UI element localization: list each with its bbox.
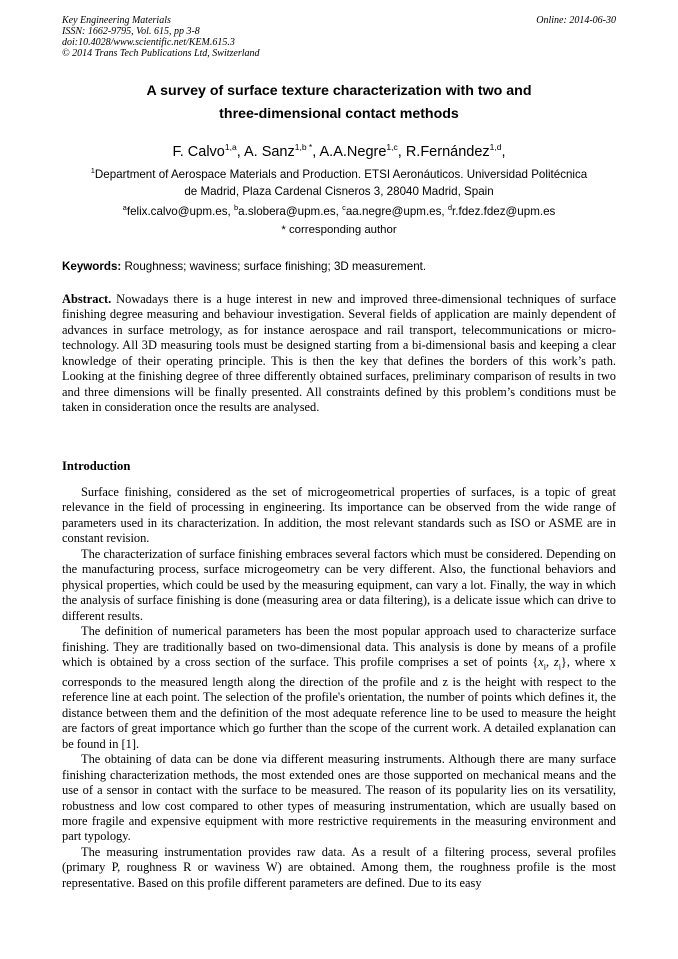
paragraph (62, 624, 616, 752)
math-subscript: i (558, 662, 561, 672)
corresponding-author-note: * corresponding author (281, 224, 397, 236)
issn-line: ISSN: 1662-9795, Vol. 615, pp 3-8 (62, 26, 200, 37)
affiliation-text-1: Department of Aerospace Materials and Production. ETSI Aeronáuticos. Universidad Politécnica (94, 168, 588, 181)
affiliation-line-2: de Madrid, Plaza Cardenal Cisneros 3, 28040 Madrid, Spain (184, 185, 494, 198)
math-subscript: i (543, 662, 546, 672)
keywords-label: Keywords: (62, 260, 122, 273)
author-name: A.A.Negre (319, 144, 387, 160)
paper-title (62, 80, 616, 126)
paragraph: The measuring instrumentation provides raw data. As a result of a filtering process, several profiles (primary P, roughness R or waviness W) are obtained. Among them, the roughness profile is the most representative. Based on this profile different parameters are defined. Due to its easy (62, 844, 616, 890)
paragraph-text: }, where x corresponds to the measured length along the direction of the profile and z is the height with respect to the reference line at each point. The selection of the profile's orientation, the number of points which defines it, the distance between them and the definition of the most adequate reference line to be used to measure the height are factors of great importance which go further than the scope of the current work. A detailed explanation can be found in [1]. (62, 654, 616, 751)
email-superscript: c (342, 203, 346, 212)
author-name: A. Sanz (243, 144, 295, 160)
abstract-label: Abstract. (62, 292, 112, 306)
math-separator: , (545, 654, 554, 669)
affiliation-superscript: 1 (90, 166, 95, 175)
abstract-text: Nowadays there is a huge interest in new and improved three-dimensional techniques of surface finishing degree measuring and behaviour investigation. Several fields of application are mainly dependent of advances in surface metrology, as for instance aerospace and rail transport, telecommunications or micro-technology. All 3D measuring tools must be designed starting from a bi-dimensional basis and keeping a clear knowledge of their operating principle. This is then the key that defines the borders of this work’s path. Looking at the finishing degree of three differently obtained surfaces, preliminary comparison of results in two and three dimensions will be finally presented. All constraints defined by this problem’s conditions must be taken in consideration once the results are analysed. (62, 292, 616, 415)
title-line-2: three-dimensional contact methods (219, 106, 459, 122)
email-list: $^a$felix.calvo@upm.es, $^b$a.slobera@upm.es, $^c$aa.negre@upm.es, $^d$r.fdez.fdez@upm.es (122, 203, 556, 218)
title-line-1: A survey of surface texture characterization with two and (146, 83, 532, 99)
author-superscript: 1,a (224, 142, 237, 152)
email-address: r.fdez.fdez@upm.es (452, 205, 556, 218)
author-name: F. Calvo (172, 144, 225, 160)
math-variable: z (553, 654, 559, 669)
introduction-body (62, 485, 616, 891)
affiliation (62, 162, 616, 200)
author-superscript: 1,d (489, 142, 502, 152)
author-name: R.Fernández (405, 144, 490, 160)
paragraph: The obtaining of data can be done via different measuring instruments. Although there are many surface finishing characterization methods, the most extended ones are those supported on mechanical means and the use of a sensor in contact with the surface to be measured. The reason of its popularity lies on its versatility, robustness and low cost compared to other types of measuring instrumentation, which are usually based on more fragile and expensive equipment with more restrictive requirements in the measuring environment and part typology. (62, 752, 616, 844)
affiliation-line-1 (62, 162, 616, 183)
math-variable: x (538, 654, 544, 669)
email-address: felix.calvo@upm.es (126, 205, 228, 218)
email-address: a.slobera@upm.es (238, 205, 336, 218)
online-date: Online: 2014-06-30 (536, 15, 616, 26)
journal-header (62, 15, 260, 59)
author-list: F. Calvo$^{1,a}$, A. Sanz$^{1,b *}$, A.A.Negre$^{1,c}$, R.Fernández$^{1,d}$, (172, 142, 506, 160)
paragraph: Surface finishing, considered as the set of microgeometrical properties of surfaces, is a topic of great relevance in the field of processing in engineering. Its importance can be observed from the wide range of parameters used in its characterization. In addition, the most relevant standards such as ISO or ASME are in constant revision. (62, 485, 616, 546)
copyright-line: © 2014 Trans Tech Publications Ltd, Switzerland (62, 48, 260, 59)
email-superscript: b (234, 203, 239, 212)
keywords-text: Roughness; waviness; surface finishing; 3D measurement. (121, 260, 427, 273)
doi-line: doi:10.4028/www.scientific.net/KEM.615.3 (62, 37, 235, 48)
author-superscript: 1,c (386, 142, 398, 152)
email-address: aa.negre@upm.es (345, 205, 442, 218)
paragraph-text: The definition of numerical parameters has been the most popular approach used to characterize surface finishing. They are traditionally based on two-dimensional data. This analysis is done by means of a profile which is obtained by a cross section of the surface. This profile comprises a set of points { (62, 624, 616, 669)
journal-name: Key Engineering Materials (62, 15, 171, 26)
author-superscript: 1,b * (294, 142, 313, 152)
abstract (62, 292, 616, 416)
email-superscript: d (447, 203, 453, 212)
paragraph: The characterization of surface finishing embraces several factors which must be considered. Depending on the manufacturing process, surface microgeometry can be very different. Also, the functional behaviors and physical properties, which could be used by the measuring equipment, can vary a lot. Finally, the way in which the analysis of surface finishing is done (measuring area or data filtering), is a delicate issue which can drive to different results. (62, 546, 616, 623)
keywords (62, 258, 616, 275)
email-superscript: a (122, 203, 127, 212)
section-heading-introduction: Introduction (62, 459, 131, 473)
